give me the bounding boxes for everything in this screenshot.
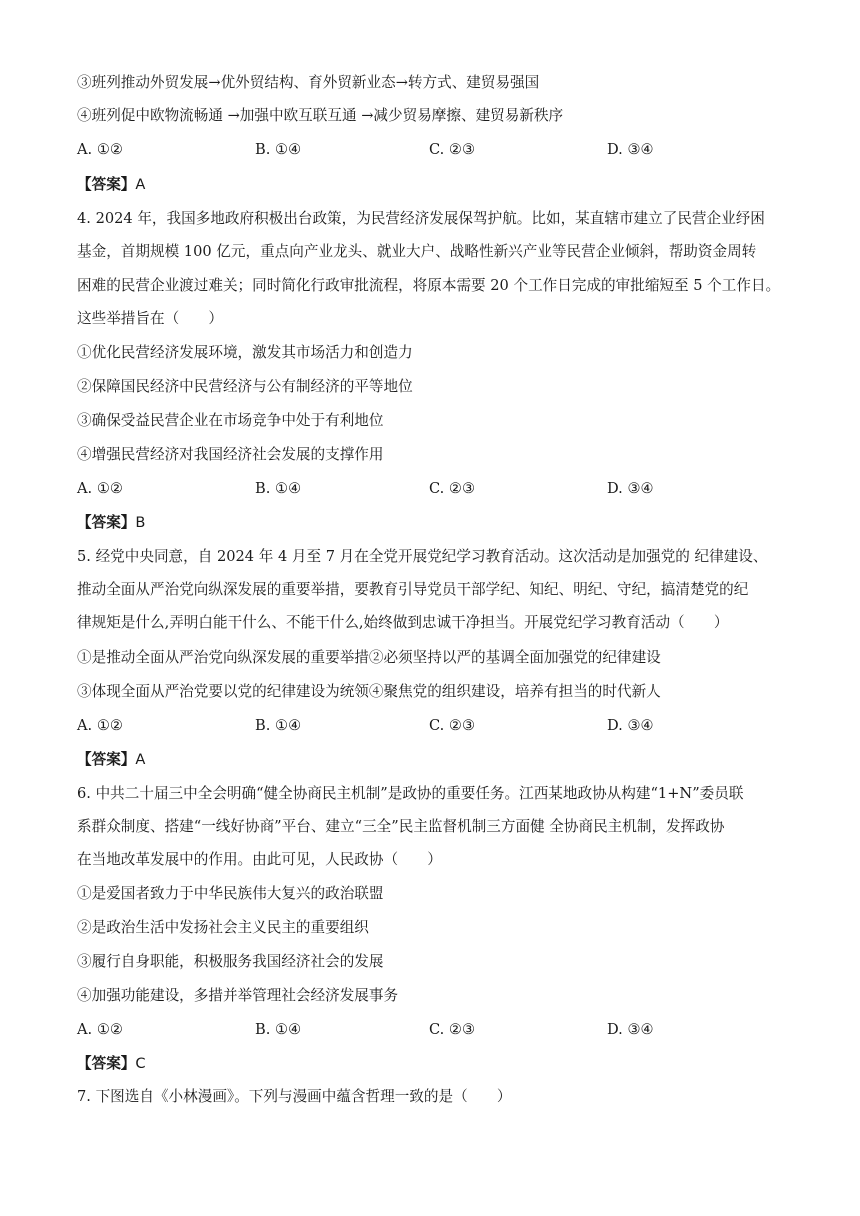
option-d: D. ③④ [607,141,654,158]
q6-answer [77,1054,146,1074]
answer-value: A [135,751,146,768]
option-c: C. ②③ [429,480,476,497]
option-d: D. ③④ [607,717,654,734]
answer-label: 【答案】 [77,751,136,768]
q4-answer [77,513,145,533]
q7-stem-line-1: 7. 下图选自《小林漫画》。下列与漫画中蕴含哲理一致的是（ ） [77,1088,512,1105]
q4-stem-line-1: 4. 2024 年，我国多地政府积极出台政策，为民营经济发展保驾护航。比如，某直辖市建立了民营企业纾困 [77,210,765,227]
q6-item-1: ①是爱国者致力于中华民族伟大复兴的政治联盟 [77,885,384,902]
q6-stem-line-1: 6. 中共二十届三中全会明确“健全协商民主机制”是政协的重要任务。江西某地政协从构建“1+N”委员联 [77,785,744,802]
option-b: B. ①④ [255,717,302,734]
q6-item-2: ②是政治生活中发扬社会主义民主的重要组织 [77,919,369,936]
answer-value: C [135,1055,146,1072]
q3-item-3: ③班列推动外贸发展→优外贸结构、育外贸新业态→转方式、建贸易强国 [77,74,540,91]
q5-stem-line-1: 5. 经党中央同意，自 2024 年 4 月至 7 月在全党开展党纪学习教育活动。这次活动是加强党的 纪律建设、 [77,548,768,565]
answer-label: 【答案】 [77,514,136,531]
q5-items-line-2: ③体现全面从严治党要以党的纪律建设为统领④聚焦党的组织建设，培养有担当的时代新人 [77,683,661,700]
q5-items-line-1: ①是推动全面从严治党向纵深发展的重要举措②必须坚持以严的基调全面加强党的纪律建设 [77,649,661,666]
q5-stem-line-2: 推动全面从严治党向纵深发展的重要举措，要教育引导党员干部学纪、知纪、明纪、守纪，搞清楚党的纪 [77,581,749,598]
q6-stem-line-2: 系群众制度、搭建“一线好协商”平台、建立“三全”民主监督机制三方面健 全协商民主机制，发挥政协 [77,818,725,835]
q6-item-4: ④加强功能建设，多措并举管理社会经济发展事务 [77,987,399,1004]
q4-stem-line-4: 这些举措旨在（ ） [77,310,223,327]
answer-label: 【答案】 [77,176,136,193]
q3-answer [77,175,145,195]
q3-options [77,140,789,160]
option-b: B. ①④ [255,141,302,158]
q4-stem-line-2: 基金，首期规模 100 亿元，重点向产业龙头、就业大户、战略性新兴产业等民营企业倾斜，帮助资金周转 [77,243,757,260]
q6-stem-line-3: 在当地改革发展中的作用。由此可见，人民政协（ ） [77,851,442,868]
option-d: D. ③④ [607,1021,654,1038]
q4-item-3: ③确保受益民营企业在市场竞争中处于有利地位 [77,412,384,429]
option-a: A. ①② [77,480,123,497]
option-a: A. ①② [77,717,123,734]
q6-item-3: ③履行自身职能，积极服务我国经济社会的发展 [77,953,384,970]
option-a: A. ①② [77,141,123,158]
q4-options [77,479,789,499]
q5-answer [77,750,145,770]
q5-options [77,716,789,736]
q4-stem-line-3: 困难的民营企业渡过难关；同时简化行政审批流程，将原本需要 20 个工作日完成的审批缩短至 5 个工作日。 [77,277,781,294]
option-c: C. ②③ [429,1021,476,1038]
option-c: C. ②③ [429,141,476,158]
option-a: A. ①② [77,1021,123,1038]
answer-label: 【答案】 [77,1055,136,1072]
option-d: D. ③④ [607,480,654,497]
answer-value: A [135,176,146,193]
q5-stem-line-3: 律规矩是什么,弄明白能干什么、不能干什么,始终做到忠诚干净担当。开展党纪学习教育活动（ ） [77,614,729,631]
option-b: B. ①④ [255,480,302,497]
q6-options [77,1020,789,1040]
q4-item-2: ②保障国民经济中民营经济与公有制经济的平等地位 [77,378,413,395]
option-c: C. ②③ [429,717,476,734]
answer-value: B [135,514,146,531]
q4-item-4: ④增强民营经济对我国经济社会发展的支撑作用 [77,446,384,463]
option-b: B. ①④ [255,1021,302,1038]
q3-item-4: ④班列促中欧物流畅通 →加强中欧互联互通 →减少贸易摩擦、建贸易新秩序 [77,107,564,124]
q4-item-1: ①优化民营经济发展环境，激发其市场活力和创造力 [77,344,413,361]
